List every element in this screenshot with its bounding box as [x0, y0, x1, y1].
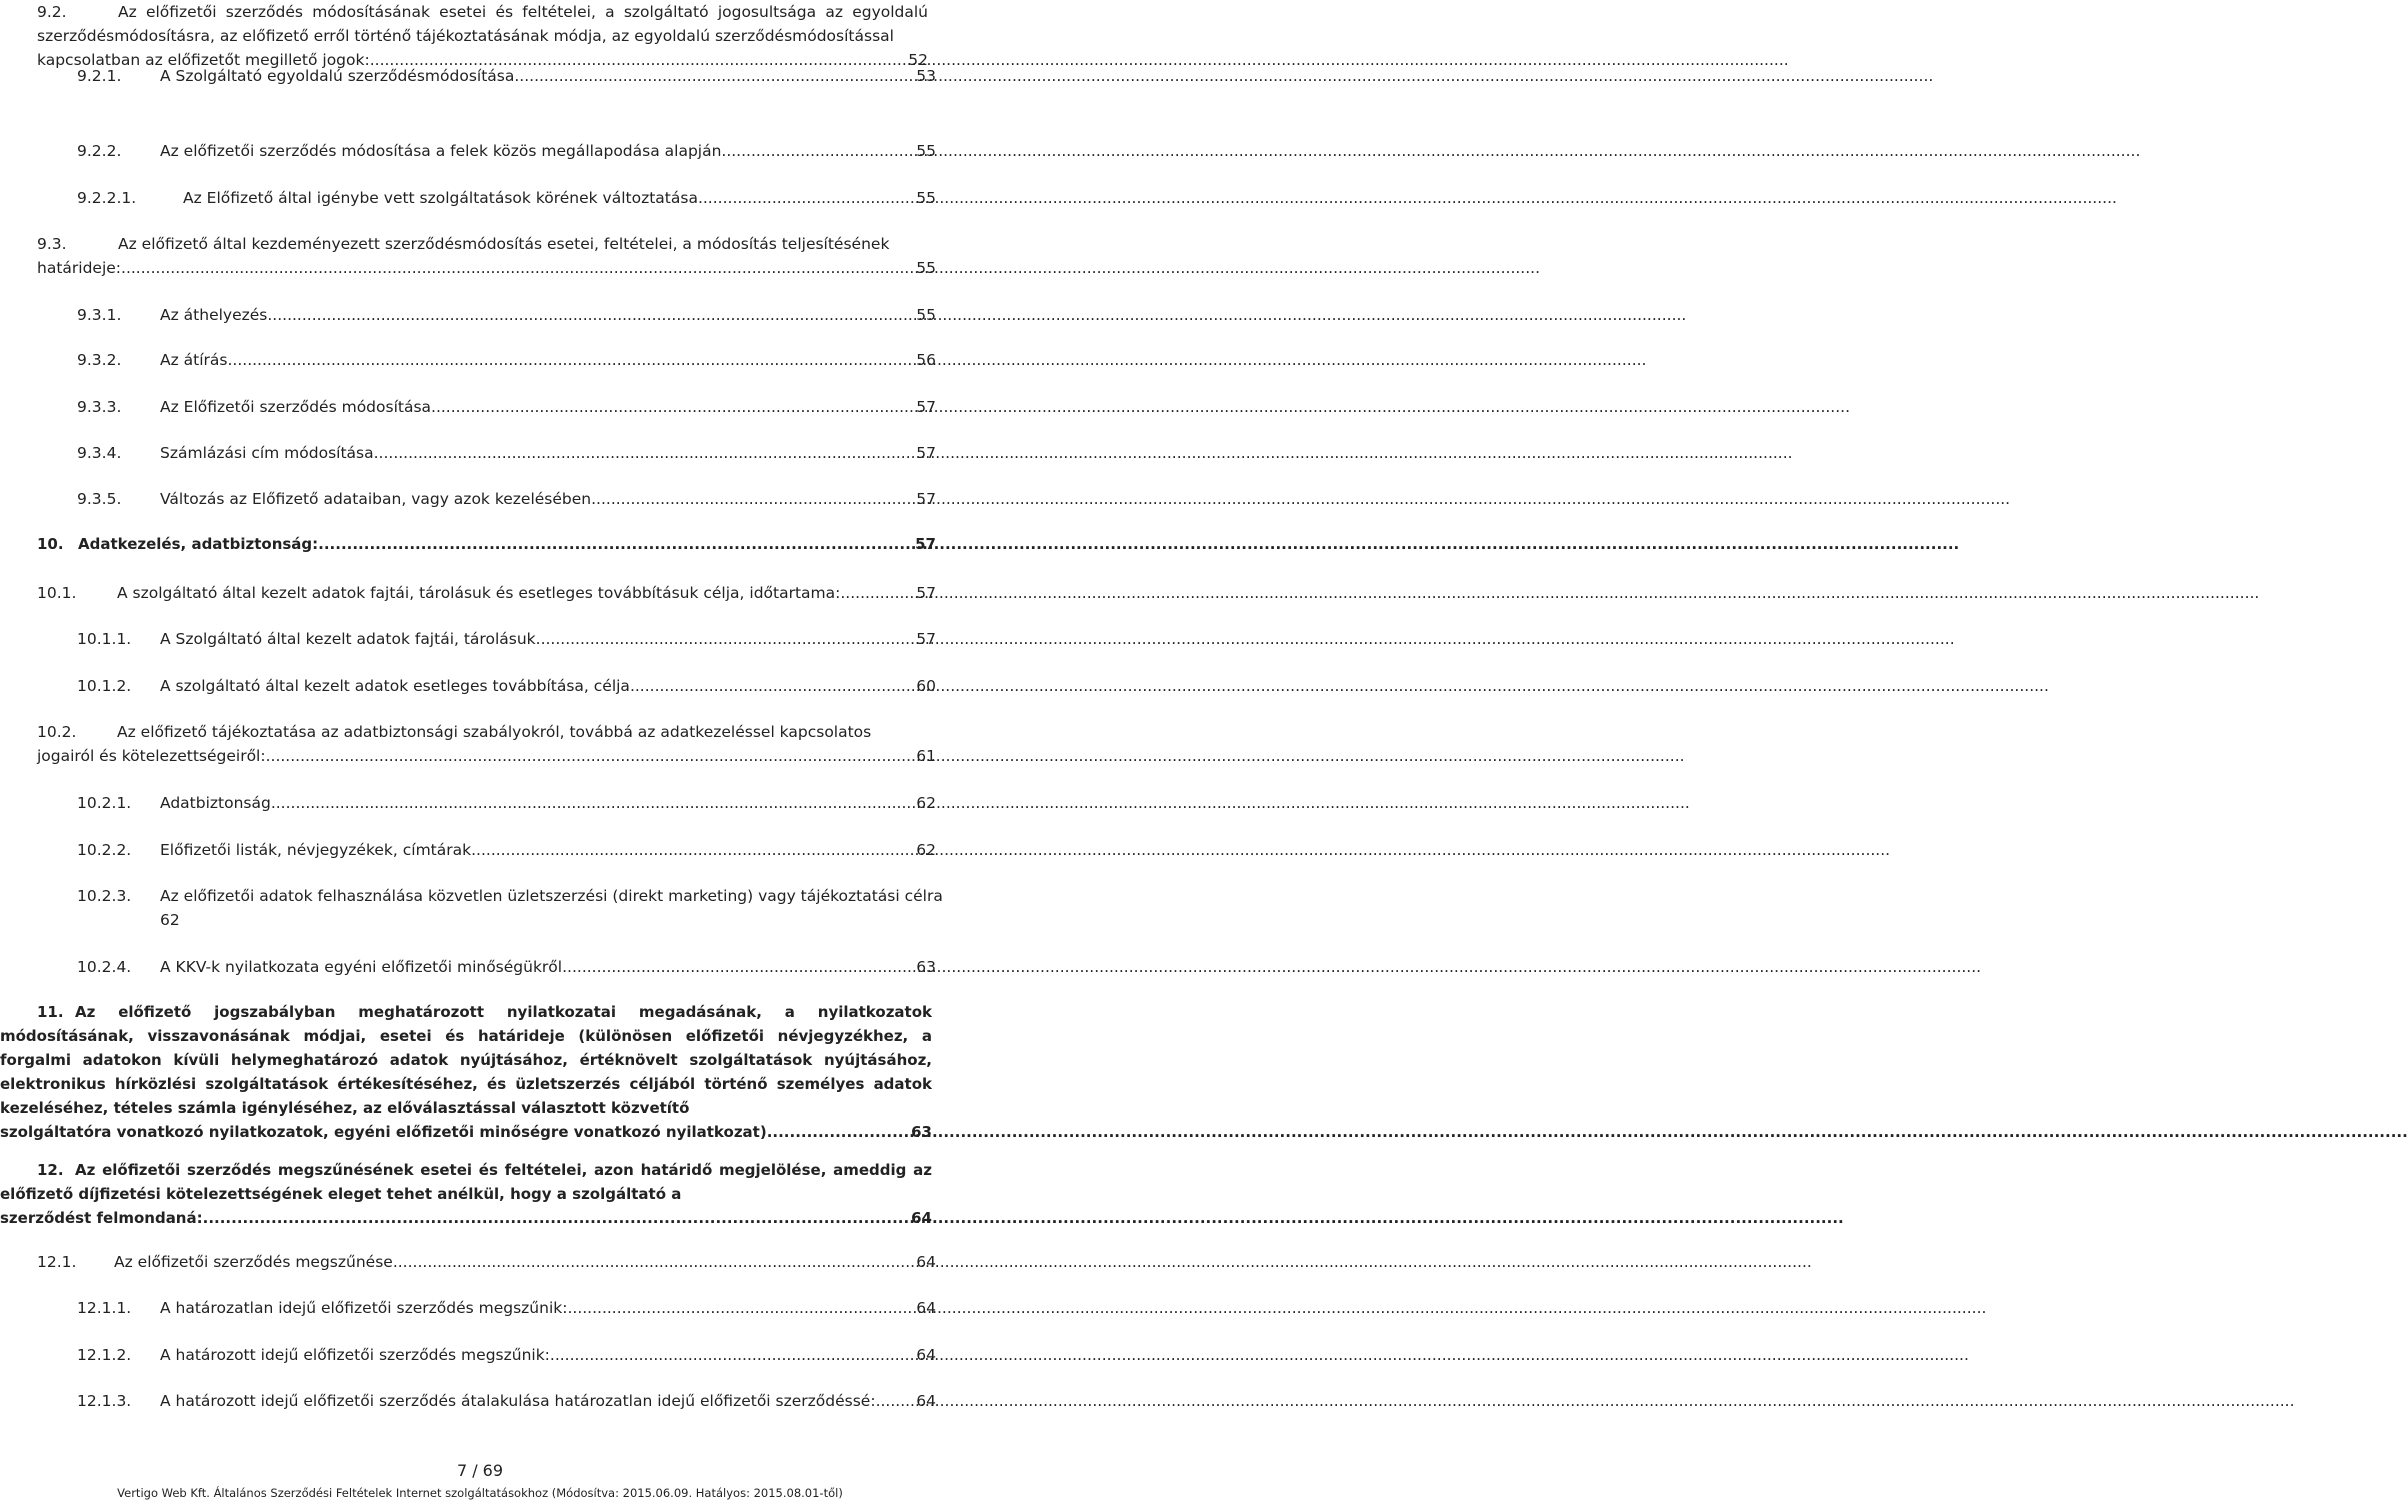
toc-title: A szolgáltató által kezelt adatok fajtái, tárolásuk és esetleges továbbításuk célja, időtartama: — [117, 584, 841, 602]
toc-number: 10.2. — [37, 723, 77, 741]
toc-entry-10-1-1[interactable] — [77, 627, 936, 651]
toc-page: 63 — [911, 1123, 932, 1141]
toc-title: Adatbiztonság — [160, 794, 271, 812]
toc-entry-12-1[interactable] — [37, 1250, 936, 1274]
toc-entry-12-1-3[interactable] — [77, 1389, 936, 1413]
toc-page: 64 — [916, 1253, 936, 1271]
toc-title: A Szolgáltató egyoldalú szerződésmódosítása — [160, 67, 515, 85]
toc-page: 63 — [916, 958, 936, 976]
toc-page: 61 — [916, 747, 936, 765]
toc-entry-12[interactable] — [0, 1158, 932, 1230]
toc-entry-9-3-2[interactable] — [77, 348, 936, 372]
toc-leader — [271, 791, 915, 815]
toc-leader — [591, 487, 915, 511]
toc-entry-10-2[interactable] — [0, 720, 936, 768]
toc-title: Az Előfizetői szerződés módosítása — [160, 398, 432, 416]
toc-number: 9.2. — [37, 3, 67, 21]
toc-title: A Szolgáltató által kezelt adatok fajtái, tárolásuk — [160, 630, 536, 648]
toc-leader — [767, 1120, 910, 1144]
toc-title-lines: Az előfizető jogszabályban meghatározott nyilatkozatai megadásának, a nyilatkozatok módosításának, visszavonásának módjai, esetei és határideje (különösen előfizetői névjegyzékhez, a forgalmi adatokon kívüli helymeghatározó adatok nyújtásához, értéknövelt szolgáltatások nyújtásához, elektronikus hírközlési szolgáltatások értékesítéséhez, és üzletszerzés céljából történő személyes adatok kezeléséhez, tételes számla igényléséhez, az előválasztással választott közvetítő — [0, 1003, 932, 1117]
toc-title-last: kapcsolatban az előfizetőt megillető jogok: — [37, 51, 370, 69]
toc-entry-10[interactable] — [37, 532, 936, 556]
toc-number: 9.3. — [37, 235, 67, 253]
toc-leader — [203, 1206, 911, 1230]
toc-page: 57 — [916, 398, 936, 416]
toc-title-last: szerződést felmondaná: — [0, 1209, 203, 1227]
toc-leader — [567, 1296, 915, 1320]
toc-entry-9-3-3[interactable] — [77, 395, 936, 419]
toc-title: Az előfizetői szerződés megszűnése — [114, 1253, 393, 1271]
toc-title-lines: Az előfizetői szerződés megszűnésének esetei és feltételei, azon határidő megjelölése, ameddig az előfizető díjfizetési kötelezettségének eleget tehet anélkül, hogy a szolgáltató a — [0, 1161, 932, 1203]
toc-entry-12-1-1[interactable] — [77, 1296, 936, 1320]
toc-entry-9-2-2[interactable] — [77, 139, 936, 163]
toc-page: 55 — [916, 142, 936, 160]
toc-page: 55 — [916, 189, 936, 207]
toc-leader — [318, 532, 914, 556]
toc-title: Az átírás — [160, 351, 228, 369]
toc-entry-9-3[interactable] — [0, 232, 936, 280]
toc-entry-10-2-1[interactable] — [77, 791, 936, 815]
toc-page: 62 — [160, 911, 180, 929]
toc-number: 10.1. — [37, 584, 77, 602]
toc-page: 64 — [911, 1209, 932, 1227]
toc-page: 57 — [916, 630, 936, 648]
toc-page: 62 — [916, 841, 936, 859]
page-number: 7 / 69 — [456, 1461, 504, 1480]
toc-leader — [228, 348, 916, 372]
toc-number: 10.1.1. — [77, 630, 132, 648]
toc-title: A szolgáltató által kezelt adatok esetleges továbbítása, célja — [160, 677, 630, 695]
toc-number: 12.1.3. — [77, 1392, 132, 1410]
toc-number: 12.1. — [37, 1253, 77, 1271]
toc-page: 60 — [916, 677, 936, 695]
toc-leader — [514, 64, 915, 88]
toc-leader — [536, 627, 916, 651]
toc-entry-10-2-4[interactable] — [77, 955, 936, 979]
toc-title: Számlázási cím módosítása — [160, 444, 374, 462]
toc-number: 9.2.2. — [77, 142, 122, 160]
toc-leader — [431, 395, 915, 419]
toc-number: 10.1.2. — [77, 677, 132, 695]
toc-entry-10-1-2[interactable] — [77, 674, 936, 698]
toc-page: 55 — [916, 259, 936, 277]
toc-entry-10-1[interactable] — [37, 581, 936, 605]
toc-page: 57 — [916, 490, 936, 508]
toc-number: 9.2.2.1. — [77, 189, 137, 207]
toc-page: 64 — [916, 1392, 936, 1410]
toc-entry-9-3-5[interactable] — [77, 487, 936, 511]
toc-entry-9-3-4[interactable] — [77, 441, 936, 465]
toc-number: 12.1.2. — [77, 1346, 132, 1364]
toc-title: Az előfizetői adatok felhasználása közvetlen üzletszerzési (direkt marketing) vagy tájékoztatási célra — [160, 887, 943, 905]
toc-number: 10.2.2. — [77, 841, 132, 859]
toc-title-lines: Az előfizetői szerződés módosításának esetei és feltételei, a szolgáltató jogosultsága az egyoldalú szerződésmódosításra, az előfizető erről történő tájékoztatásának módja, az egyoldalú szerződésmódosítással — [37, 3, 928, 45]
toc-entry-9-2-1[interactable] — [77, 64, 936, 88]
toc-number: 9.3.1. — [77, 306, 122, 324]
toc-leader — [698, 186, 915, 210]
toc-leader — [630, 674, 915, 698]
toc-leader — [471, 838, 915, 862]
toc-title-last: határideje: — [37, 259, 122, 277]
toc-page: 57 — [915, 535, 936, 553]
toc-leader — [393, 1250, 915, 1274]
toc-number: 11. — [37, 1003, 64, 1021]
toc-leader — [840, 581, 915, 605]
toc-number: 9.3.4. — [77, 444, 122, 462]
toc-leader — [876, 1389, 916, 1413]
toc-number: 10.2.1. — [77, 794, 132, 812]
toc-title: Az Előfizető által igénybe vett szolgáltatások körének változtatása — [183, 189, 698, 207]
toc-leader — [550, 1343, 915, 1367]
toc-number: 10.2.3. — [77, 887, 132, 905]
toc-title: Változás az Előfizető adataiban, vagy azok kezelésében — [160, 490, 592, 508]
toc-number: 10. — [37, 535, 64, 553]
toc-page: 53 — [916, 67, 936, 85]
toc-title: Az áthelyezés — [160, 306, 268, 324]
toc-title: A határozott idejű előfizetői szerződés átalakulása határozatlan idejű előfizetői szerződéssé: — [160, 1392, 876, 1410]
toc-entry-11[interactable] — [0, 1000, 932, 1144]
toc-page: 62 — [916, 794, 936, 812]
toc-entry-10-2-3[interactable] — [77, 884, 960, 932]
toc-leader — [266, 744, 916, 768]
toc-page: 57 — [916, 444, 936, 462]
toc-leader — [721, 139, 915, 163]
toc-entry-12-1-2[interactable] — [77, 1343, 936, 1367]
toc-entry-9-3-1[interactable] — [77, 303, 936, 327]
toc-title-last: jogairól és kötelezettségeiről: — [37, 747, 266, 765]
toc-number: 10.2.4. — [77, 958, 132, 976]
toc-title-last: szolgáltatóra vonatkozó nyilatkozatok, egyéni előfizetői minőségre vonatkozó nyilatkozat) — [0, 1123, 767, 1141]
toc-page: 55 — [916, 306, 936, 324]
toc-title: A határozott idejű előfizetői szerződés megszűnik: — [160, 1346, 550, 1364]
toc-leader — [121, 256, 915, 280]
toc-number: 12. — [37, 1161, 64, 1179]
toc-title: A határozatlan idejű előfizetői szerződés megszűnik: — [160, 1299, 568, 1317]
toc-number: 9.2.1. — [77, 67, 122, 85]
toc-page: 52 — [908, 51, 928, 69]
toc-number: 9.3.2. — [77, 351, 122, 369]
toc-entry-9-2-2-1[interactable] — [77, 186, 936, 210]
toc-page: 57 — [916, 584, 936, 602]
toc-page: 64 — [916, 1346, 936, 1364]
toc-title-lines: Az előfizető tájékoztatása az adatbiztonsági szabályokról, továbbá az adatkezeléssel kapcsolatos — [117, 723, 872, 741]
toc-page: 64 — [916, 1299, 936, 1317]
toc-leader — [374, 441, 916, 465]
toc-number: 12.1.1. — [77, 1299, 132, 1317]
toc-title: A KKV-k nyilatkozata egyéni előfizetői minőségükről — [160, 958, 563, 976]
toc-title: Az előfizetői szerződés módosítása a felek közös megállapodása alapján — [160, 142, 722, 160]
footer-document-line: Vertigo Web Kft. Általános Szerződési Feltételek Internet szolgáltatásokhoz (Módosítva: 2015.06.09. Hatályos: 2015.08.01-től) — [117, 1486, 843, 1500]
toc-title: Előfizetői listák, névjegyzékek, címtárak — [160, 841, 472, 859]
toc-number: 9.3.5. — [77, 490, 122, 508]
toc-entry-10-2-2[interactable] — [77, 838, 936, 862]
toc-number: 9.3.3. — [77, 398, 122, 416]
toc-title-lines: Az előfizető által kezdeményezett szerződésmódosítás esetei, feltételei, a módosítás teljesítésének — [118, 235, 890, 253]
toc-leader — [562, 955, 915, 979]
toc-leader — [267, 303, 915, 327]
toc-title: Adatkezelés, adatbiztonság: — [78, 535, 319, 553]
toc-page: 56 — [916, 351, 936, 369]
toc-entry-9-2[interactable] — [0, 0, 928, 72]
